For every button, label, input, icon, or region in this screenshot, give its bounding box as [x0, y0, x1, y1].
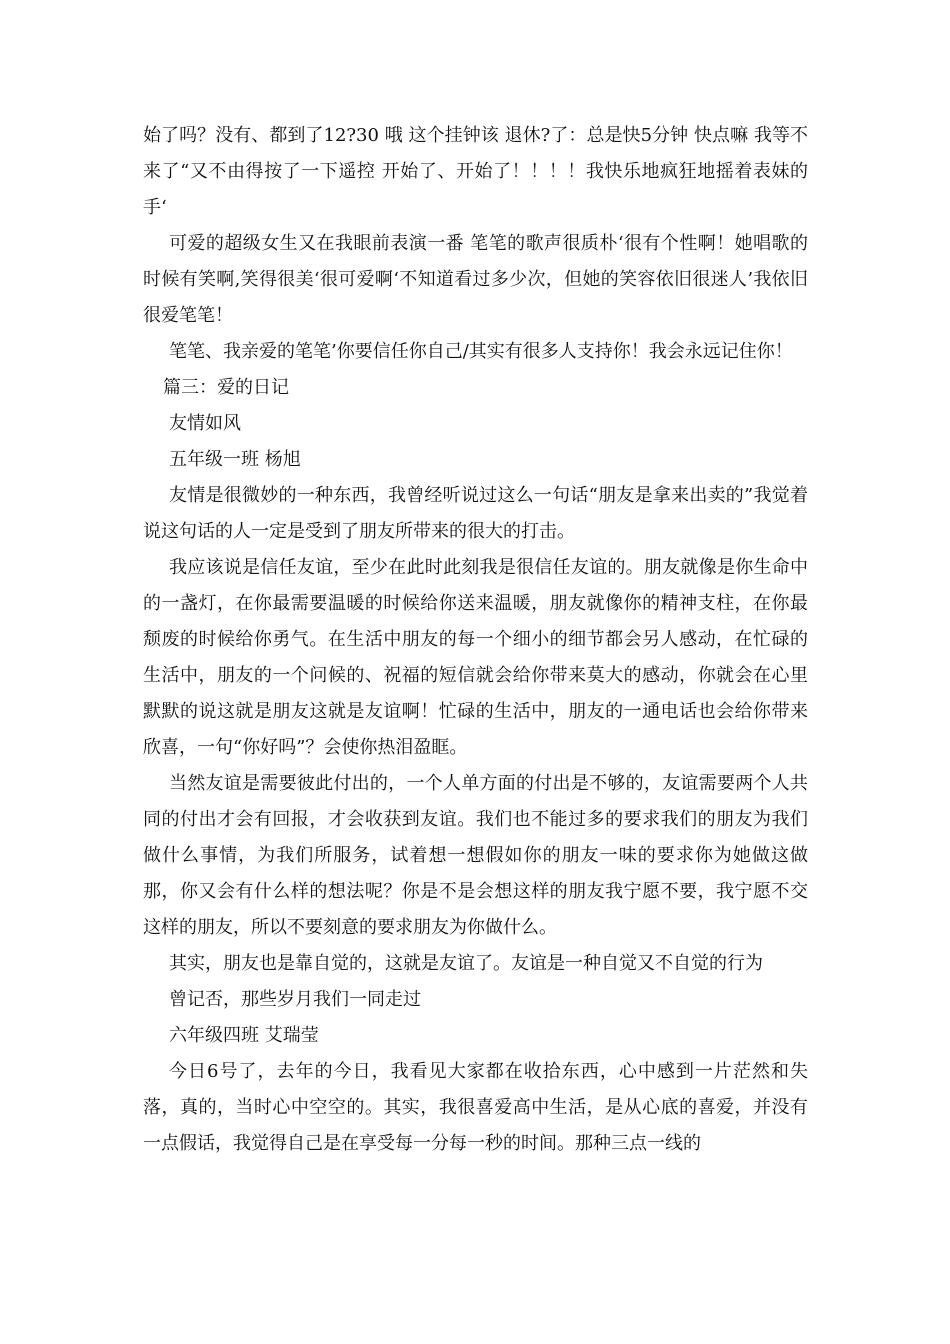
paragraph-continued: 始了吗？没有、都到了12?30 哦 这个挂钟该 退休?了：总是快5分钟 快点嘛 我等不来了“又不由得按了一下遥控 开始了、开始了！！！！我快乐地疯狂地摇着表妹的手‘ — [143, 125, 808, 218]
essay-author-2: 六年级四班 艾瑞莹 — [169, 1025, 319, 1046]
paragraph-bibi: 笔笔、我亲爱的笔笔’你要信任你自己/其实有很多人支持你！我会永远记住你！ — [169, 341, 793, 362]
paragraph-friendship-trust: 我应该说是信任友谊，至少在此时此刻我是很信任友谊的。朋友就像是你生命中的一盏灯，在你最需要温暖的时候给你送来温暖，朋友就像你的精神支柱，在你最颓废的时候给你勇气。在生活中朋友的每一个细小的细节都会另人感动，在忙碌的生活中，朋友的一个问候的、祝福的短信就会给你带来莫大的感动，你就会在心里默默的说这就是朋友这就是友谊啊！忙碌的生活中，朋友的一通电话也会给你带来欣喜，一句“你好吗”？会使你热泪盈眶。 — [143, 557, 808, 758]
essay-title: 友情如风 — [169, 413, 241, 434]
document-body — [143, 118, 808, 1162]
essay-author: 五年级一班 杨旭 — [169, 449, 301, 470]
paragraph-friendship-conclusion: 其实，朋友也是靠自觉的，这就是友谊了。友谊是一种自觉又不自觉的行为 — [169, 953, 763, 974]
section-heading: 篇三：爱的日记 — [163, 377, 289, 398]
paragraph-super-girl: 可爱的超级女生又在我眼前表演一番 笔笔的歌声很质朴‘很有个性啊！她唱歌的时候有笑啊,笑得很美‘很可爱啊‘不知道看过多少次，但她的笑容依旧很迷人’我依旧很爱笔笔！ — [143, 233, 808, 326]
paragraph-friendship-intro: 友情是很微妙的一种东西，我曾经听说过这么一句话“朋友是拿来出卖的”我觉着说这句话的人一定是受到了朋友所带来的很大的打击。 — [143, 485, 808, 542]
paragraph-friendship-giving: 当然友谊是需要彼此付出的，一个人单方面的付出是不够的，友谊需要两个人共同的付出才会有回报，才会收获到友谊。我们也不能过多的要求我们的朋友为我们做什么事情，为我们所服务，试着想一想假如你的朋友一味的要求你为她做这做那，你又会有什么样的想法呢？你是不是会想这样的朋友我宁愿不要，我宁愿不交这样的朋友，所以不要刻意的要求朋友为你做什么。 — [143, 773, 808, 938]
paragraph-memories: 今日6号了，去年的今日，我看见大家都在收拾东西，心中感到一片茫然和失落，真的，当时心中空空的。其实，我很喜爱高中生活，是从心底的喜爱，并没有一点假话，我觉得自己是在享受每一分每一秒的时间。那种三点一线的 — [143, 1061, 808, 1154]
essay-title-2: 曾记否，那些岁月我们一同走过 — [169, 989, 421, 1010]
